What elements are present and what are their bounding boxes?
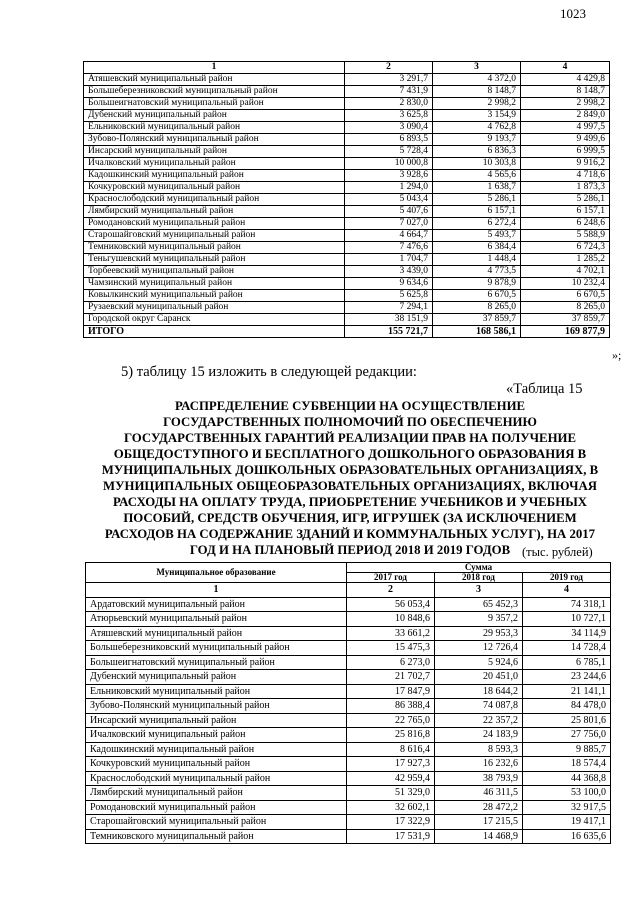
value-cell: 5 286,1 [433,194,521,206]
table-15 [85,562,611,844]
value-cell: 7 294,1 [345,302,433,314]
value-cell: 5 625,8 [345,290,433,302]
column-number: 4 [523,583,611,598]
value-cell: 25 801,6 [523,713,611,728]
municipality-name: Ардатовский муниципальный район [86,597,347,612]
table-row [86,597,611,612]
table-row [86,713,611,728]
table-14-closing-quote: »; [612,348,622,362]
value-cell: 6 836,3 [433,146,521,158]
table-row [86,626,611,641]
table-row [84,314,610,326]
table-row [86,786,611,801]
value-cell: 6 272,4 [433,218,521,230]
value-cell: 84 478,0 [523,699,611,714]
value-cell: 16 635,6 [523,829,611,844]
value-cell: 21 141,1 [523,684,611,699]
heading-line: ГОСУДАРСТВЕННЫХ ГАРАНТИЙ РЕАЛИЗАЦИИ ПРАВ НА ПОЛУЧЕНИЕ [123,431,577,445]
municipality-name: Ковылкинский муниципальный район [84,290,345,302]
value-cell: 7 431,9 [345,86,433,98]
table-row [86,655,611,670]
value-cell: 9 193,7 [433,134,521,146]
value-cell: 74 318,1 [523,597,611,612]
column-number: 2 [347,583,435,598]
municipality-name: Кочкуровский муниципальный район [84,182,345,194]
column-number: 3 [435,583,523,598]
value-cell: 15 475,3 [347,641,435,656]
value-cell: 9 634,6 [345,278,433,290]
total-value: 169 877,9 [521,326,610,338]
value-cell: 17 531,9 [347,829,435,844]
table-row [84,122,610,134]
total-value: 168 586,1 [433,326,521,338]
table-row [86,800,611,815]
value-cell: 6 724,3 [521,242,610,254]
value-cell: 17 847,9 [347,684,435,699]
value-cell: 34 114,9 [523,626,611,641]
value-cell: 1 638,7 [433,182,521,194]
table-row [84,206,610,218]
table-row [86,728,611,743]
value-cell: 6 273,0 [347,655,435,670]
column-number: 1 [84,62,345,74]
value-cell: 9 357,2 [435,612,523,627]
value-cell: 6 248,6 [521,218,610,230]
value-cell: 5 728,4 [345,146,433,158]
heading-line: ПОСОБИЙ, СРЕДСТВ ОБУЧЕНИЯ, ИГР, ИГРУШЕК (ЗА ИСКЛЮЧЕНИЕМ [123,511,577,525]
value-cell: 6 785,1 [523,655,611,670]
header-sum: Сумма [347,563,611,573]
column-number: 1 [86,583,347,598]
value-cell: 4 773,5 [433,266,521,278]
value-cell: 5 286,1 [521,194,610,206]
table-row [84,218,610,230]
heading-line: ГОД И НА ПЛАНОВЫЙ ПЕРИОД 2018 И 2019 ГОДОВ [189,543,511,557]
value-cell: 10 000,8 [345,158,433,170]
municipality-name: Темниковского муниципальный район [86,829,347,844]
table-row [84,254,610,266]
value-cell: 38 793,9 [435,771,523,786]
value-cell: 4 565,6 [433,170,521,182]
municipality-name: Ромодановский муниципальный район [84,218,345,230]
value-cell: 4 718,6 [521,170,610,182]
value-cell: 5 588,9 [521,230,610,242]
municipality-name: Ельниковский муниципальный район [84,122,345,134]
municipality-name: Ичалковский муниципальный район [84,158,345,170]
value-cell: 46 311,5 [435,786,523,801]
value-cell: 24 183,9 [435,728,523,743]
value-cell: 2 998,2 [433,98,521,110]
value-cell: 27 756,0 [523,728,611,743]
heading-line: РАСХОДОВ НА СОДЕРЖАНИЕ ЗДАНИЙ И КОММУНАЛЬНЫХ УСЛУГ), НА 2017 [104,527,596,541]
value-cell: 28 472,2 [435,800,523,815]
units-label: (тыс. рублей) [522,545,593,559]
value-cell: 20 451,0 [435,670,523,685]
municipality-name: Рузаевский муниципальный район [84,302,345,314]
value-cell: 18 574,4 [523,757,611,772]
table-row [86,684,611,699]
municipality-name: Краснослободский муниципальный район [86,771,347,786]
heading-line: МУНИЦИПАЛЬНЫХ ОБЩЕОБРАЗОВАТЕЛЬНЫХ ОРГАНИЗАЦИЯХ, ВКЛЮЧАЯ [103,479,597,493]
municipality-name: Инсарский муниципальный район [84,146,345,158]
municipality-name: Ельниковский муниципальный район [86,684,347,699]
value-cell: 4 997,5 [521,122,610,134]
value-cell: 37 859,7 [521,314,610,326]
value-cell: 51 329,0 [347,786,435,801]
municipality-name: Зубово-Полянский муниципальный район [84,134,345,146]
table-row [84,278,610,290]
value-cell: 14 728,4 [523,641,611,656]
header-year-2019: 2019 год [523,573,611,583]
value-cell: 8 616,4 [347,742,435,757]
value-cell: 2 830,0 [345,98,433,110]
value-cell: 3 090,4 [345,122,433,134]
value-cell: 10 727,1 [523,612,611,627]
value-cell: 25 816,8 [347,728,435,743]
value-cell: 4 762,8 [433,122,521,134]
value-cell: 21 702,7 [347,670,435,685]
table-row [84,146,610,158]
value-cell: 8 265,0 [521,302,610,314]
table-row [86,771,611,786]
value-cell: 4 372,0 [433,74,521,86]
table-row [86,815,611,830]
column-number: 3 [433,62,521,74]
municipality-name: Атяшевский муниципальный район [86,626,347,641]
value-cell: 3 439,0 [345,266,433,278]
value-cell: 5 493,7 [433,230,521,242]
value-cell: 8 265,0 [433,302,521,314]
table-row [84,230,610,242]
value-cell: 17 215,5 [435,815,523,830]
value-cell: 37 859,7 [433,314,521,326]
value-cell: 12 726,4 [435,641,523,656]
value-cell: 86 388,4 [347,699,435,714]
column-number-row [86,583,611,598]
value-cell: 6 157,1 [433,206,521,218]
table-row [86,757,611,772]
municipality-name: Большеигнатовский муниципальный район [84,98,345,110]
value-cell: 32 602,1 [347,800,435,815]
municipality-name: Большеберезниковский муниципальный район [86,641,347,656]
municipality-name: Кадошкинский муниципальный район [84,170,345,182]
heading-line: РАСПРЕДЕЛЕНИЕ СУБВЕНЦИИ НА ОСУЩЕСТВЛЕНИЕ [174,399,526,413]
municipality-name: Ичалковский муниципальный район [86,728,347,743]
heading-line: ОБЩЕДОСТУПНОГО И БЕСПЛАТНОГО ДОШКОЛЬНОГО ОБРАЗОВАНИЯ В [113,447,587,461]
value-cell: 5 924,6 [435,655,523,670]
total-value: 155 721,7 [345,326,433,338]
value-cell: 3 625,8 [345,110,433,122]
value-cell: 4 429,8 [521,74,610,86]
value-cell: 74 087,8 [435,699,523,714]
value-cell: 14 468,9 [435,829,523,844]
value-cell: 22 357,2 [435,713,523,728]
value-cell: 9 499,6 [521,134,610,146]
value-cell: 18 644,2 [435,684,523,699]
value-cell: 8 148,7 [521,86,610,98]
value-cell: 42 959,4 [347,771,435,786]
total-row [84,326,610,338]
value-cell: 8 148,7 [433,86,521,98]
value-cell: 1 294,0 [345,182,433,194]
table-row [84,266,610,278]
table-row [86,829,611,844]
column-number: 4 [521,62,610,74]
page-number: 1023 [560,6,586,21]
value-cell: 16 232,6 [435,757,523,772]
table-row [84,290,610,302]
value-cell: 1 448,4 [433,254,521,266]
municipality-name: Большеберезниковский муниципальный район [84,86,345,98]
value-cell: 2 998,2 [521,98,610,110]
value-cell: 10 303,8 [433,158,521,170]
table-row [86,612,611,627]
value-cell: 56 053,4 [347,597,435,612]
table-14-continuation [83,61,610,338]
value-cell: 6 999,5 [521,146,610,158]
value-cell: 5 407,6 [345,206,433,218]
heading-line: РАСХОДЫ НА ОПЛАТУ ТРУДА, ПРИОБРЕТЕНИЕ УЧЕБНИКОВ И УЧЕБНЫХ [112,495,588,509]
heading-line: МУНИЦИПАЛЬНЫХ ДОШКОЛЬНЫХ ОБРАЗОВАТЕЛЬНЫХ ОРГАНИЗАЦИЯХ, В [101,463,599,477]
value-cell: 9 885,7 [523,742,611,757]
value-cell: 8 593,3 [435,742,523,757]
value-cell: 6 670,5 [433,290,521,302]
municipality-name: Большеигнатовский муниципальный район [86,655,347,670]
table-row [84,182,610,194]
heading-line: ГОСУДАРСТВЕННЫХ ПОЛНОМОЧИЙ ПО ОБЕСПЕЧЕНИЮ [163,415,537,429]
table-row [84,242,610,254]
value-cell: 1 873,3 [521,182,610,194]
value-cell: 7 027,0 [345,218,433,230]
table-header-row [84,62,610,74]
value-cell: 9 878,9 [433,278,521,290]
municipality-name: Теньгушевский муниципальный район [84,254,345,266]
value-cell: 17 927,3 [347,757,435,772]
table-row [86,699,611,714]
value-cell: 6 384,4 [433,242,521,254]
value-cell: 3 291,7 [345,74,433,86]
value-cell: 38 151,9 [345,314,433,326]
value-cell: 23 244,6 [523,670,611,685]
total-label: ИТОГО [84,326,345,338]
table-15-label: «Таблица 15 [506,381,583,397]
table-row [84,98,610,110]
value-cell: 19 417,1 [523,815,611,830]
value-cell: 6 157,1 [521,206,610,218]
municipality-name: Кадошкинский муниципальный район [86,742,347,757]
municipality-name: Темниковский муниципальный район [84,242,345,254]
table-row [84,158,610,170]
header-year-2017: 2017 год [347,573,435,583]
value-cell: 65 452,3 [435,597,523,612]
table-row [84,86,610,98]
municipality-name: Чамзинский муниципальный район [84,278,345,290]
amendment-intro: 5) таблицу 15 изложить в следующей редакции: [121,364,417,380]
column-number: 2 [345,62,433,74]
municipality-name: Старошайговский муниципальный район [84,230,345,242]
table-15-heading [88,398,612,558]
municipality-name: Зубово-Полянский муниципальный район [86,699,347,714]
table-row [84,74,610,86]
municipality-name: Кочкуровский муниципальный район [86,757,347,772]
municipality-name: Старошайговский муниципальный район [86,815,347,830]
table-row [84,302,610,314]
value-cell: 3 154,9 [433,110,521,122]
table-row [86,641,611,656]
table-row [86,670,611,685]
value-cell: 29 953,3 [435,626,523,641]
municipality-name: Инсарский муниципальный район [86,713,347,728]
table-row [84,194,610,206]
value-cell: 7 476,6 [345,242,433,254]
table-row [84,170,610,182]
value-cell: 6 893,5 [345,134,433,146]
municipality-name: Лямбирский муниципальный район [86,786,347,801]
value-cell: 22 765,0 [347,713,435,728]
table-row [84,110,610,122]
municipality-name: Городской округ Саранск [84,314,345,326]
value-cell: 3 928,6 [345,170,433,182]
value-cell: 2 849,0 [521,110,610,122]
value-cell: 33 661,2 [347,626,435,641]
table-row [84,134,610,146]
municipality-name: Краснослободский муниципальный район [84,194,345,206]
value-cell: 5 043,4 [345,194,433,206]
table-row [86,742,611,757]
value-cell: 4 664,7 [345,230,433,242]
value-cell: 10 232,4 [521,278,610,290]
municipality-name: Атяшевский муниципальный район [84,74,345,86]
municipality-name: Дубенский муниципальный район [84,110,345,122]
municipality-name: Торбеевский муниципальный район [84,266,345,278]
municipality-name: Ромодановский муниципальный район [86,800,347,815]
municipality-name: Атюрьевский муниципальный район [86,612,347,627]
value-cell: 6 670,5 [521,290,610,302]
value-cell: 1 704,7 [345,254,433,266]
value-cell: 32 917,5 [523,800,611,815]
value-cell: 53 100,0 [523,786,611,801]
value-cell: 44 368,8 [523,771,611,786]
municipality-name: Лямбирский муниципальный район [84,206,345,218]
header-year-2018: 2018 год [435,573,523,583]
header-municipality: Муниципальное образование [86,563,347,583]
value-cell: 9 916,2 [521,158,610,170]
value-cell: 1 285,2 [521,254,610,266]
value-cell: 4 702,1 [521,266,610,278]
value-cell: 17 322,9 [347,815,435,830]
municipality-name: Дубенский муниципальный район [86,670,347,685]
value-cell: 10 848,6 [347,612,435,627]
